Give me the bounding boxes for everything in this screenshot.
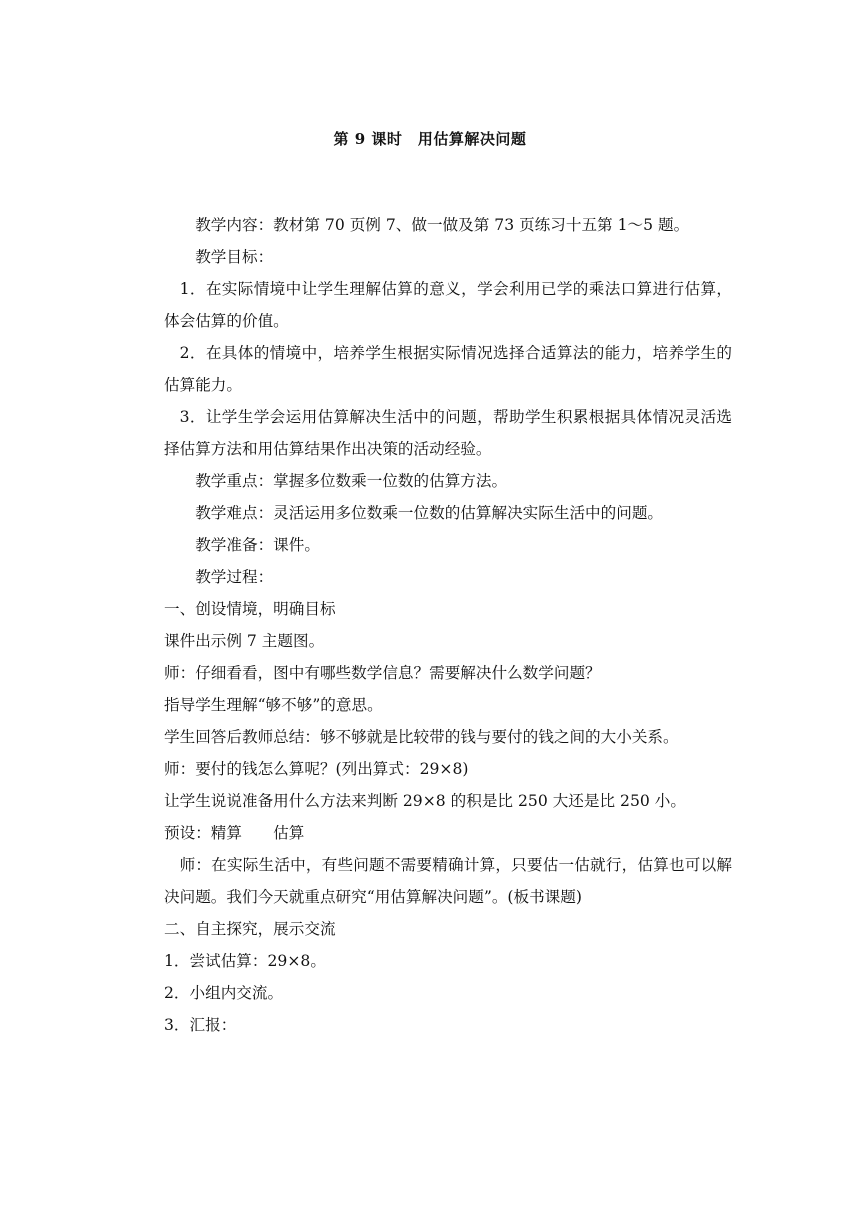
teacher-question-paragraph: 师：仔细看看，图中有哪些数学信息？需要解决什么数学问题？ xyxy=(164,664,601,682)
teaching-preparation-paragraph: 教学准备：课件。 xyxy=(195,536,320,554)
teaching-difficulty-paragraph: 教学难点：灵活运用多位数乘一位数的估算解决实际生活中的问题。 xyxy=(195,504,664,522)
preset-exact: 预设：精算 xyxy=(164,824,242,842)
section-2-heading: 二、自主探究，展示交流 xyxy=(164,920,336,938)
goal-2-paragraph: 2．在具体的情境中，培养学生根据实际情况选择合适算法的能力，培养学生的估算能力。 xyxy=(164,344,732,394)
preset-answers-paragraph xyxy=(164,817,732,849)
goal-1-paragraph: 1．在实际情境中让学生理解估算的意义，学会利用已学的乘法口算进行估算，体会估算的价值。 xyxy=(164,280,732,330)
teaching-process-heading: 教学过程： xyxy=(195,568,274,586)
show-example-paragraph: 课件出示例 7 主题图。 xyxy=(164,632,325,650)
page-title: 第 9 课时 用估算解决问题 xyxy=(333,130,527,148)
method-discussion-paragraph: 让学生说说准备用什么方法来判断 29×8 的积是比 250 大还是比 250 小。 xyxy=(164,792,686,810)
document-body xyxy=(164,209,732,1041)
calculation-question-paragraph: 师：要付的钱怎么算呢？(列出算式：29×8) xyxy=(164,760,469,778)
goal-3-paragraph: 3．让学生学会运用估算解决生活中的问题，帮助学生积累根据具体情况灵活选择估算方法和用估算结果作出决策的活动经验。 xyxy=(164,408,732,458)
step-1-paragraph: 1．尝试估算：29×8。 xyxy=(164,952,326,970)
teacher-summary-paragraph: 学生回答后教师总结：够不够就是比较带的钱与要付的钱之间的大小关系。 xyxy=(164,728,679,746)
step-2-paragraph: 2．小组内交流。 xyxy=(164,984,284,1002)
teaching-goals-heading: 教学目标： xyxy=(195,248,274,266)
teaching-focus-paragraph: 教学重点：掌握多位数乘一位数的估算方法。 xyxy=(195,472,508,490)
teacher-introduction-paragraph: 师：在实际生活中，有些问题不需要精确计算，只要估一估就行，估算也可以解决问题。我们今天就重点研究“用估算解决问题”。(板书课题) xyxy=(164,856,732,906)
teaching-content-paragraph: 教学内容：教材第 70 页例 7、做一做及第 73 页练习十五第 1～5 题。 xyxy=(195,216,690,234)
guide-understanding-paragraph: 指导学生理解“够不够”的意思。 xyxy=(164,696,383,714)
step-3-paragraph: 3．汇报： xyxy=(164,1016,237,1034)
section-1-heading: 一、创设情境，明确目标 xyxy=(164,600,336,618)
preset-estimate: 估算 xyxy=(273,824,305,842)
